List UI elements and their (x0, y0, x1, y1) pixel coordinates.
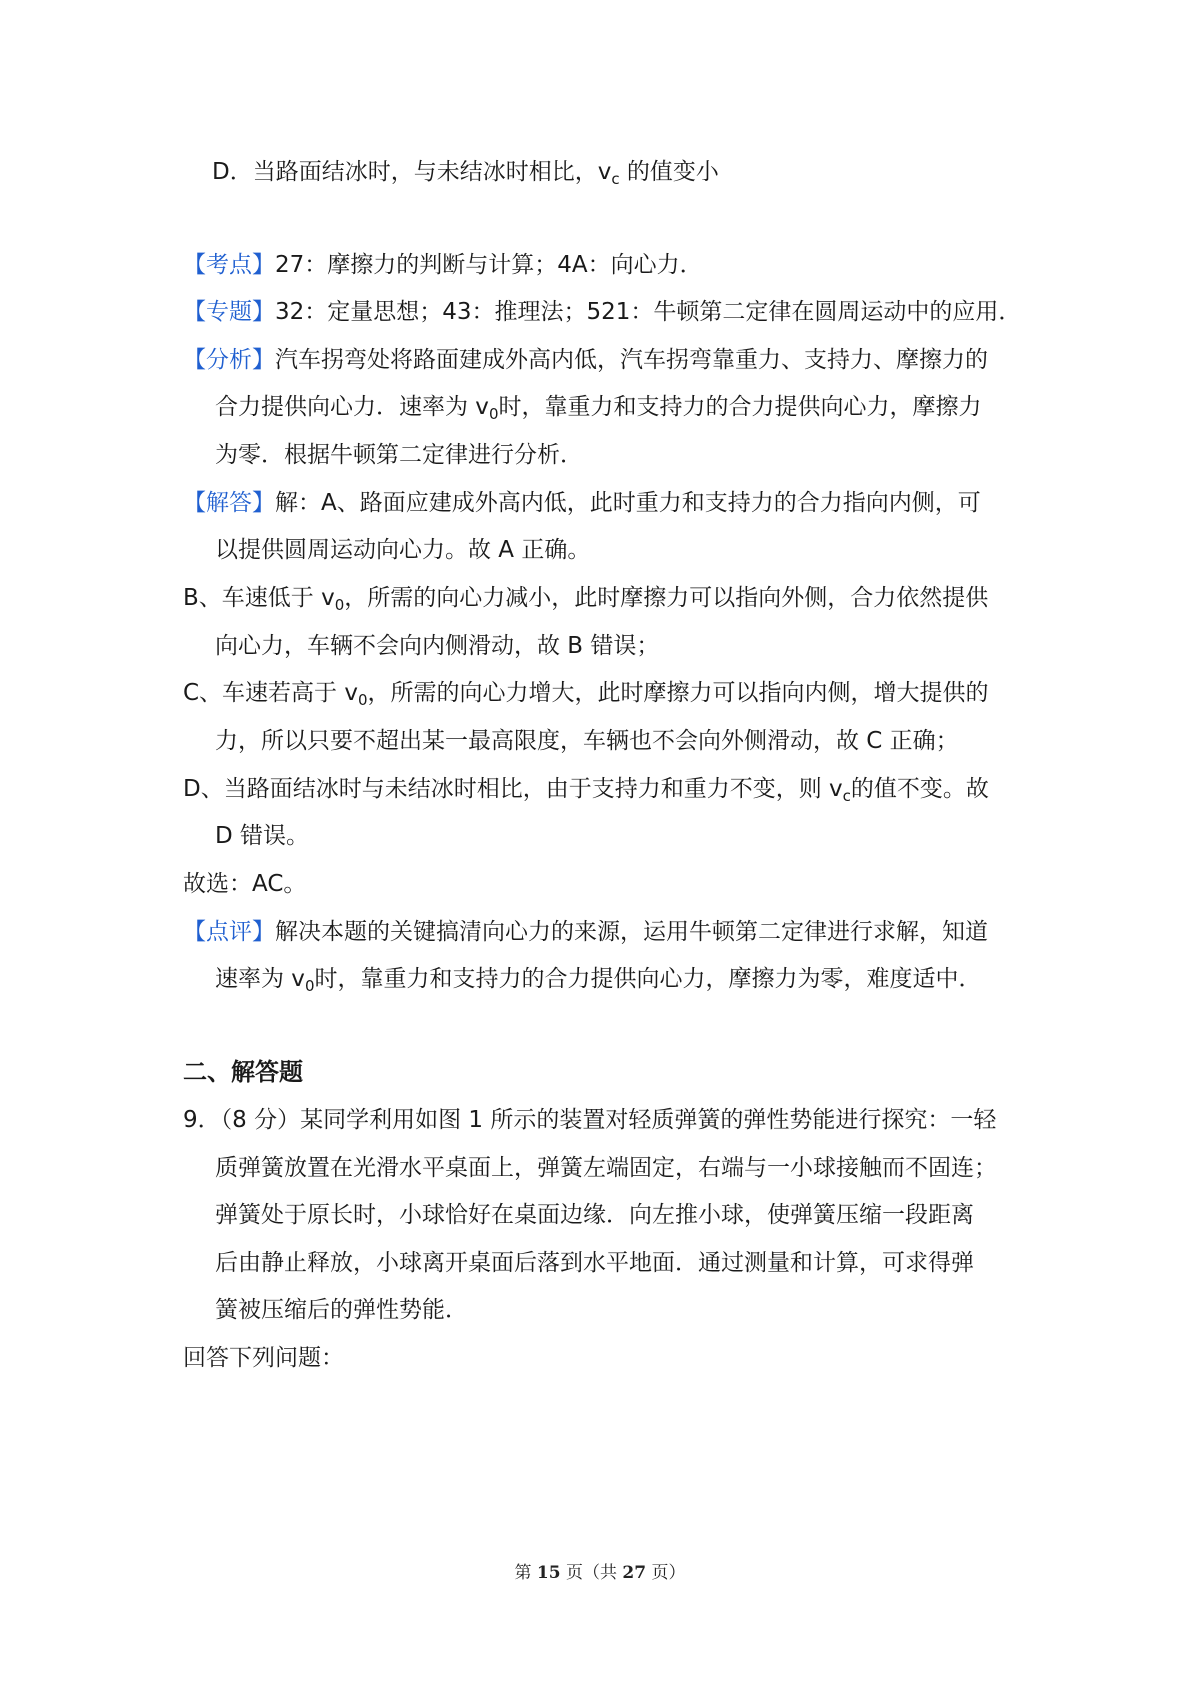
text: 的值不变。故 (850, 776, 989, 802)
text: 时，靠重力和支持力的合力提供向心力，摩擦力 (498, 394, 982, 420)
subscript: c (842, 787, 851, 805)
text: 以提供圆周运动向心力。故 A 正确。 (215, 537, 591, 563)
page-total: 27 (622, 1563, 647, 1583)
kaodian-tag: 【考点】 (183, 252, 275, 278)
text: ，所需的向心力增大，此时摩擦力可以指向内侧，增大提供的 (367, 680, 989, 706)
q9-line-6 (183, 1342, 344, 1374)
jieda-d-line-1 (183, 773, 989, 807)
answer-text: 故选：AC。 (183, 871, 307, 897)
jieda-line-2 (215, 534, 590, 566)
footer-text: 第 (514, 1563, 537, 1583)
q9-line-4 (215, 1247, 974, 1279)
jieda-tag: 【解答】 (183, 490, 275, 516)
text: 为零．根据牛顿第二定律进行分析． (215, 442, 583, 468)
text: 解：A、路面应建成外高内低，此时重力和支持力的合力指向内侧，可 (275, 490, 981, 516)
fenxi-line-2 (215, 391, 981, 425)
zhuanti-text: 32：定量思想；43：推理法；521：牛顿第二定律在圆周运动中的应用． (275, 299, 1022, 325)
text: 质弹簧放置在光滑水平桌面上，弹簧左端固定，右端与一小球接触而不固连； (215, 1155, 997, 1181)
jieda-line-1 (183, 487, 981, 519)
text: ，所需的向心力减小，此时摩擦力可以指向外侧，合力依然提供 (344, 585, 989, 611)
text: 弹簧处于原长时，小球恰好在桌面边缘．向左推小球，使弹簧压缩一段距离 (215, 1202, 974, 1228)
text: 后由静止释放，小球离开桌面后落到水平地面．通过测量和计算，可求得弹 (215, 1250, 974, 1276)
answer-line (183, 868, 306, 900)
text: 合力提供向心力．速率为 v (215, 394, 489, 420)
subscript: 0 (488, 405, 499, 423)
jieda-c-line-2 (215, 725, 959, 757)
text: 回答下列问题： (183, 1345, 344, 1371)
q9-line-2 (215, 1152, 997, 1184)
q9-line-3 (215, 1199, 974, 1231)
fenxi-tag: 【分析】 (183, 347, 275, 373)
text: C、车速若高于 v (183, 680, 358, 706)
subscript: c (611, 170, 620, 188)
text: 9．（8 分）某同学利用如图 1 所示的装置对轻质弹簧的弹性势能进行探究：一轻 (183, 1107, 997, 1133)
zhuanti-tag: 【专题】 (183, 299, 275, 325)
dianping-tag: 【点评】 (183, 919, 275, 945)
dianping-line-2 (215, 963, 981, 997)
page-number: 15 (536, 1563, 561, 1583)
text: 时，靠重力和支持力的合力提供向心力，摩擦力为零，难度适中． (314, 966, 982, 992)
fenxi-line-3 (215, 439, 583, 471)
fenxi-text: 汽车拐弯处将路面建成外高内低，汽车拐弯靠重力、支持力、摩擦力的 (275, 347, 988, 373)
zhuanti-line (183, 296, 1021, 328)
q9-line-1 (183, 1104, 996, 1136)
option-d-line (212, 156, 719, 190)
kaodian-text: 27：摩擦力的判断与计算；4A：向心力． (275, 252, 703, 278)
fenxi-line-1 (183, 344, 988, 376)
text: 解决本题的关键搞清向心力的来源，运用牛顿第二定律进行求解，知道 (275, 919, 988, 945)
jieda-d-line-2 (215, 820, 309, 852)
jieda-b-line-2 (215, 630, 659, 662)
subscript: 0 (334, 596, 345, 614)
text: D 错误。 (215, 823, 310, 849)
footer-text: 页（共 (560, 1563, 623, 1583)
jieda-b-line-1 (183, 582, 988, 616)
text: 簧被压缩后的弹性势能． (215, 1297, 468, 1323)
q9-line-5 (215, 1294, 468, 1326)
jieda-c-line-1 (183, 677, 989, 711)
var-v: v (597, 159, 612, 185)
kaodian-line (183, 249, 703, 281)
text: B、车速低于 v (183, 585, 335, 611)
option-d-tail: 的值变小 (619, 159, 719, 185)
text: 速率为 v (215, 966, 305, 992)
page-footer (0, 1558, 1200, 1583)
footer-text: 页） (646, 1563, 686, 1583)
dianping-line-1 (183, 916, 988, 948)
option-d-text: D．当路面结冰时，与未结冰时相比， (212, 159, 598, 185)
text: 向心力，车辆不会向内侧滑动，故 B 错误； (215, 633, 660, 659)
text: D、当路面结冰时与未结冰时相比，由于支持力和重力不变，则 v (183, 776, 843, 802)
section-title: 二、解答题 (183, 1058, 303, 1086)
subscript: 0 (357, 691, 368, 709)
subscript: 0 (304, 977, 315, 995)
text: 力，所以只要不超出某一最高限度，车辆也不会向外侧滑动，故 C 正确； (215, 728, 959, 754)
